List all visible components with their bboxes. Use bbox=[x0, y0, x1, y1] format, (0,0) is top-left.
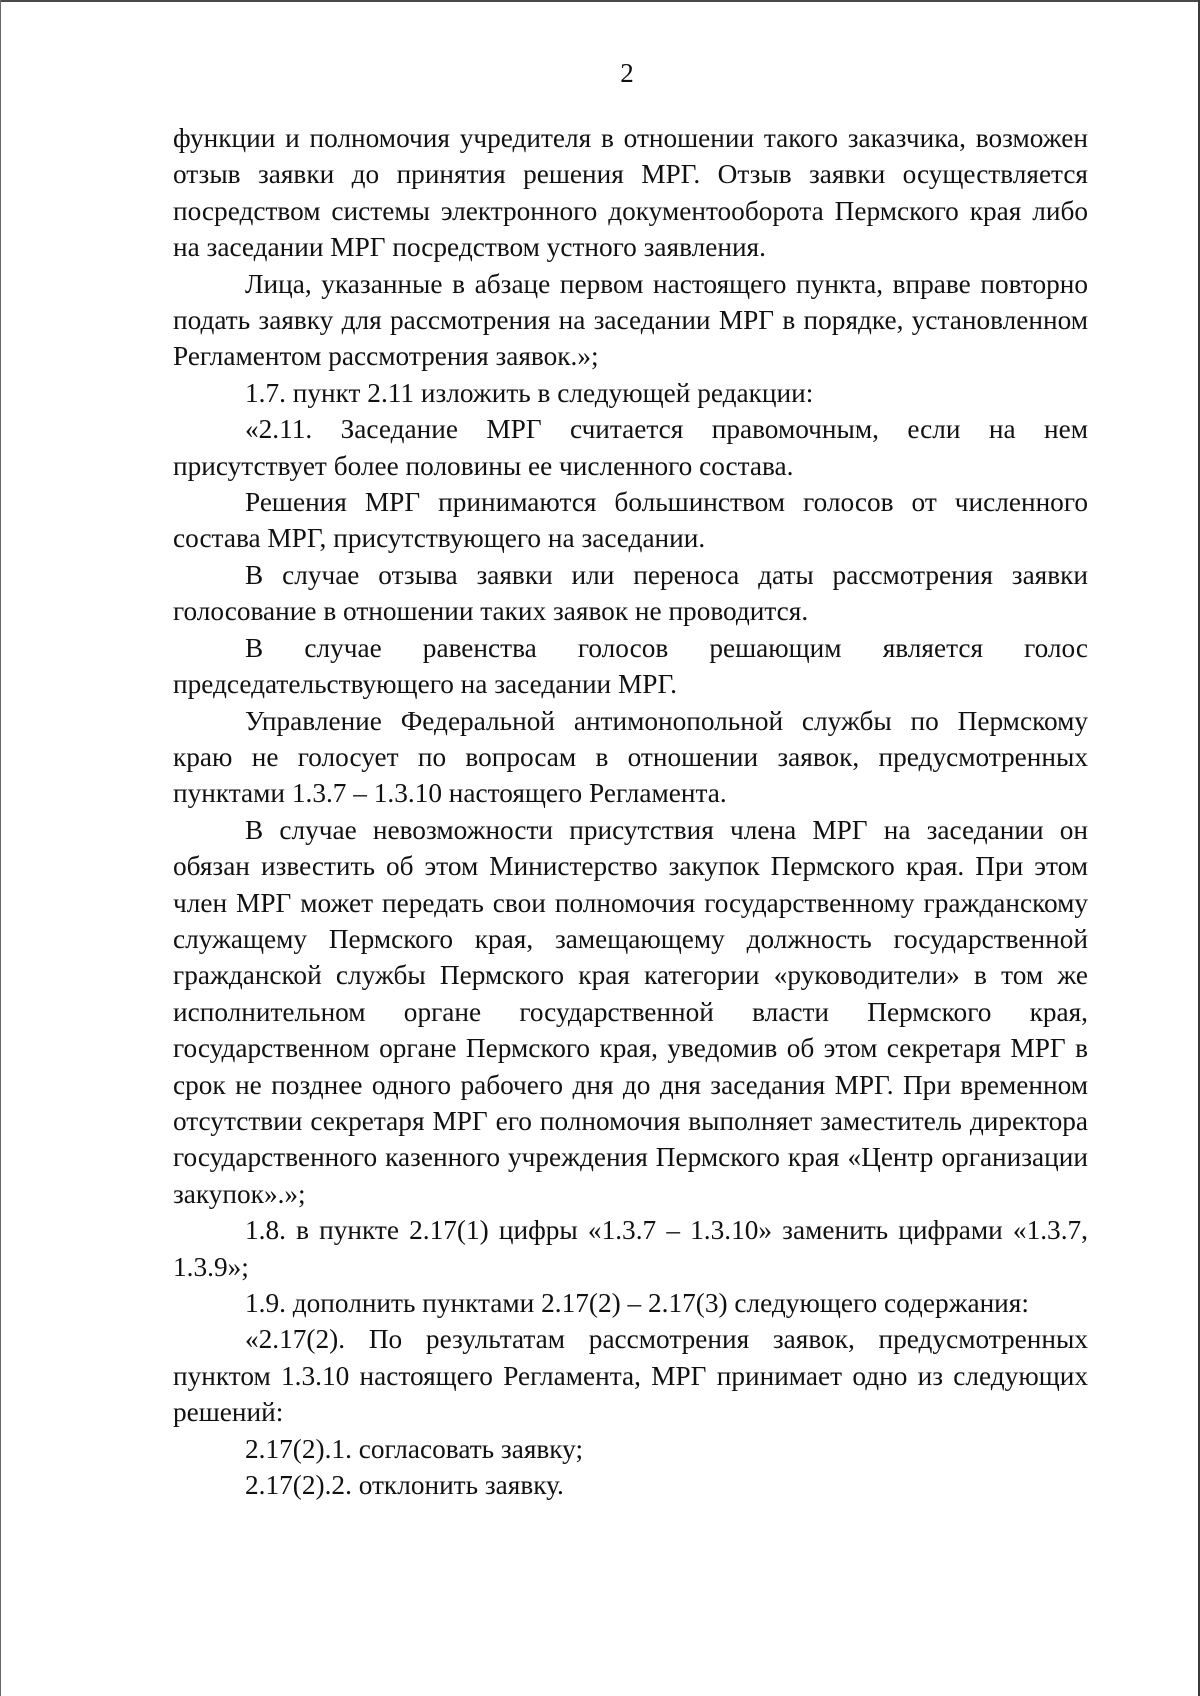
paragraph: В случае невозможности присутствия члена МРГ на заседании он обязан известить об этом Министерство закупок Пермского края. При этом член МРГ может передать свои полномочия государственному гражданскому служащему Пермского края, замещающему должность государственной гражданской службы Пермского края категории «руководители» в том же исполнительном органе государственной власти Пермского края, государственном органе Пермского края, уведомив об этом секретаря МРГ в срок не позднее одного рабочего дня до дня заседания МРГ. При временном отсутствии секретаря МРГ его полномочия выполняет заместитель директора государственного казенного учреждения Пермского края «Центр организации закупок».»; bbox=[173, 814, 1088, 1209]
paragraph: Решения МРГ принимаются большинством голосов от численного состава МРГ, присутствующего на заседании. bbox=[173, 487, 1088, 554]
paragraph: 1.7. пункт 2.11 изложить в следующей редакции: bbox=[245, 377, 814, 408]
paragraph: 1.8. в пункте 2.17(1) цифры «1.3.7 – 1.3.10» заменить цифрами «1.3.7, 1.3.9»; bbox=[173, 1215, 1088, 1282]
document-body bbox=[173, 120, 1088, 1503]
scan-border-left bbox=[0, 0, 1, 1696]
paragraph: Лица, указанные в абзаце первом настоящего пункта, вправе повторно подать заявку для рассмотрения на заседании МРГ в порядке, установленном Регламентом рассмотрения заявок.»; bbox=[173, 268, 1088, 372]
scan-border-top bbox=[0, 0, 1200, 2]
paragraph: «2.11. Заседание МРГ считается правомочным, если на нем присутствует более половины ее численного состава. bbox=[173, 414, 1088, 481]
paragraph: 2.17(2).2. отклонить заявку. bbox=[245, 1470, 564, 1501]
paragraph: Управление Федеральной антимонопольной службы по Пермскому краю не голосует по вопросам в отношении заявок, предусмотренных пунктами 1.3.7 – 1.3.10 настоящего Регламента. bbox=[173, 705, 1088, 809]
paragraph: функции и полномочия учредителя в отношении такого заказчика, возможен отзыв заявки до принятия решения МРГ. Отзыв заявки осуществляется посредством системы электронного документооборота Пермского края либо на заседании МРГ посредством устного заявления. bbox=[173, 123, 1088, 263]
paragraph: 2.17(2).1. согласовать заявку; bbox=[245, 1433, 584, 1464]
page-number: 2 bbox=[620, 58, 634, 88]
paragraph: 1.9. дополнить пунктами 2.17(2) – 2.17(3) следующего содержания: bbox=[245, 1288, 1029, 1318]
paragraph: В случае отзыва заявки или переноса даты рассмотрения заявки голосование в отношении таких заявок не проводится. bbox=[173, 559, 1088, 627]
paragraph: «2.17(2). По результатам рассмотрения заявок, предусмотренных пунктом 1.3.10 настоящего Регламента, МРГ принимает одно из следующих решений: bbox=[173, 1324, 1088, 1428]
paragraph: В случае равенства голосов решающим является голос председательствующего на заседании МРГ. bbox=[173, 632, 1088, 700]
